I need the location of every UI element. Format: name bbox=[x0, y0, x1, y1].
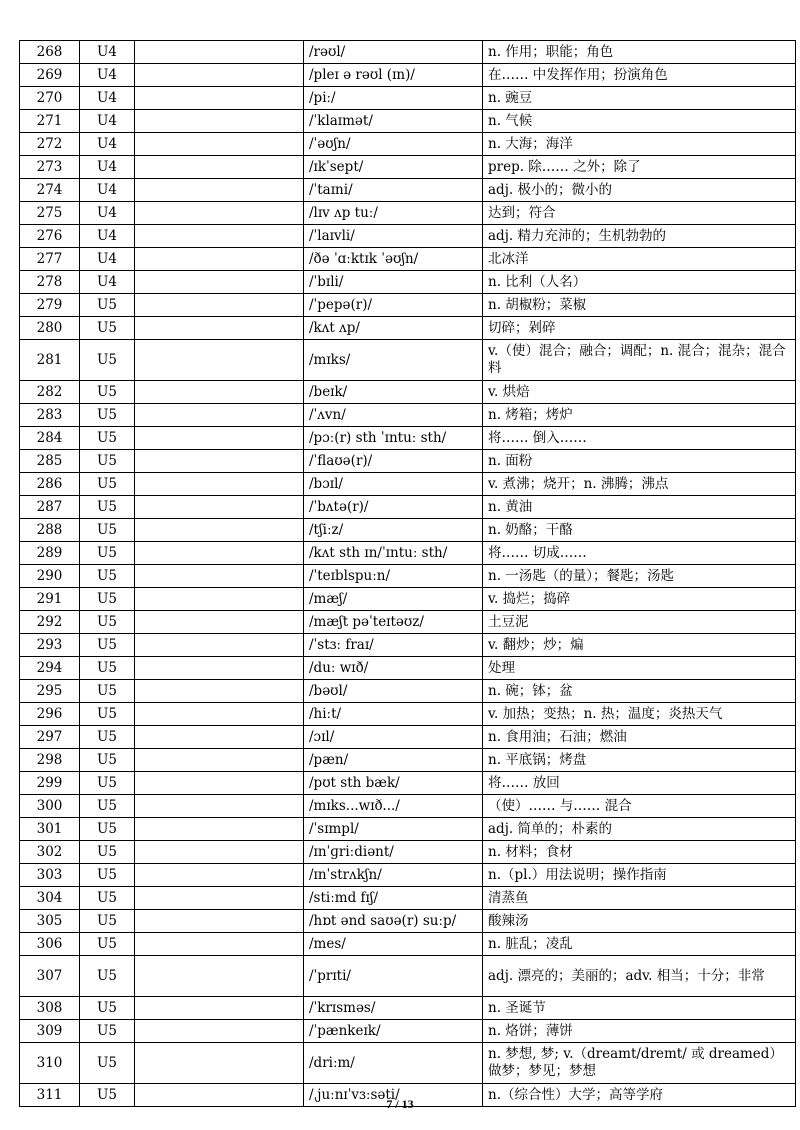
meaning-cell: n. 烙饼；薄饼 bbox=[483, 1020, 796, 1043]
unit-cell: U5 bbox=[80, 910, 135, 933]
unit-cell: U5 bbox=[80, 294, 135, 317]
row-number-cell: 282 bbox=[20, 381, 80, 404]
unit-cell: U5 bbox=[80, 864, 135, 887]
meaning-cell: n. 豌豆 bbox=[483, 87, 796, 110]
phonetic-cell: /rəʊl/ bbox=[304, 41, 483, 64]
meaning-cell: 将…… 放回 bbox=[483, 772, 796, 795]
table-row bbox=[20, 634, 796, 657]
vocabulary-table-body bbox=[20, 41, 796, 1107]
table-row bbox=[20, 519, 796, 542]
meaning-cell: adj. 简单的；朴素的 bbox=[483, 818, 796, 841]
table-row bbox=[20, 41, 796, 64]
phonetic-cell: /ˈʌvn/ bbox=[304, 404, 483, 427]
unit-cell: U5 bbox=[80, 933, 135, 956]
word-cell bbox=[135, 450, 304, 473]
unit-cell: U5 bbox=[80, 1020, 135, 1043]
row-number-cell: 287 bbox=[20, 496, 80, 519]
row-number-cell: 275 bbox=[20, 202, 80, 225]
meaning-cell: n.（pl.）用法说明；操作指南 bbox=[483, 864, 796, 887]
row-number-cell: 283 bbox=[20, 404, 80, 427]
unit-cell: U5 bbox=[80, 427, 135, 450]
row-number-cell: 297 bbox=[20, 726, 80, 749]
row-number-cell: 276 bbox=[20, 225, 80, 248]
phonetic-cell: /ˈbʌtə(r)/ bbox=[304, 496, 483, 519]
table-row bbox=[20, 588, 796, 611]
table-row bbox=[20, 133, 796, 156]
row-number-cell: 295 bbox=[20, 680, 80, 703]
table-row bbox=[20, 680, 796, 703]
word-cell bbox=[135, 680, 304, 703]
word-cell bbox=[135, 588, 304, 611]
unit-cell: U4 bbox=[80, 202, 135, 225]
meaning-cell: v. 捣烂；捣碎 bbox=[483, 588, 796, 611]
word-cell bbox=[135, 156, 304, 179]
word-cell bbox=[135, 225, 304, 248]
table-row bbox=[20, 657, 796, 680]
meaning-cell: 清蒸鱼 bbox=[483, 887, 796, 910]
unit-cell: U5 bbox=[80, 657, 135, 680]
meaning-cell: n. 奶酪；干酪 bbox=[483, 519, 796, 542]
table-row bbox=[20, 248, 796, 271]
meaning-cell: 北冰洋 bbox=[483, 248, 796, 271]
table-row bbox=[20, 1020, 796, 1043]
table-row bbox=[20, 864, 796, 887]
meaning-cell: n. 胡椒粉；菜椒 bbox=[483, 294, 796, 317]
phonetic-cell: /ˈkrɪsməs/ bbox=[304, 997, 483, 1020]
phonetic-cell: /mæʃt pəˈteɪtəʊz/ bbox=[304, 611, 483, 634]
phonetic-cell: /pæn/ bbox=[304, 749, 483, 772]
meaning-cell: 将…… 倒入…… bbox=[483, 427, 796, 450]
word-cell bbox=[135, 634, 304, 657]
row-number-cell: 274 bbox=[20, 179, 80, 202]
table-row bbox=[20, 542, 796, 565]
meaning-cell: v. 煮沸；烧开；n. 沸腾；沸点 bbox=[483, 473, 796, 496]
row-number-cell: 306 bbox=[20, 933, 80, 956]
row-number-cell: 271 bbox=[20, 110, 80, 133]
word-cell bbox=[135, 340, 304, 381]
row-number-cell: 269 bbox=[20, 64, 80, 87]
unit-cell: U5 bbox=[80, 726, 135, 749]
word-cell bbox=[135, 956, 304, 997]
phonetic-cell: /lɪv ʌp tuː/ bbox=[304, 202, 483, 225]
meaning-cell: n. 作用；职能；角色 bbox=[483, 41, 796, 64]
row-number-cell: 277 bbox=[20, 248, 80, 271]
row-number-cell: 309 bbox=[20, 1020, 80, 1043]
unit-cell: U5 bbox=[80, 703, 135, 726]
unit-cell: U5 bbox=[80, 749, 135, 772]
word-cell bbox=[135, 726, 304, 749]
table-row bbox=[20, 202, 796, 225]
word-cell bbox=[135, 910, 304, 933]
phonetic-cell: /ˈpepə(r)/ bbox=[304, 294, 483, 317]
row-number-cell: 273 bbox=[20, 156, 80, 179]
row-number-cell: 296 bbox=[20, 703, 80, 726]
word-cell bbox=[135, 703, 304, 726]
table-row bbox=[20, 110, 796, 133]
phonetic-cell: /hɒt ənd saʊə(r) suːp/ bbox=[304, 910, 483, 933]
phonetic-cell: /ˈsɪmpl/ bbox=[304, 818, 483, 841]
row-number-cell: 272 bbox=[20, 133, 80, 156]
unit-cell: U5 bbox=[80, 634, 135, 657]
table-row bbox=[20, 611, 796, 634]
phonetic-cell: /ˈflaʊə(r)/ bbox=[304, 450, 483, 473]
word-cell bbox=[135, 133, 304, 156]
word-cell bbox=[135, 519, 304, 542]
meaning-cell: prep. 除…… 之外；除了 bbox=[483, 156, 796, 179]
word-cell bbox=[135, 565, 304, 588]
table-row bbox=[20, 997, 796, 1020]
table-row bbox=[20, 1043, 796, 1084]
unit-cell: U4 bbox=[80, 248, 135, 271]
meaning-cell: n. 食用油；石油；燃油 bbox=[483, 726, 796, 749]
phonetic-cell: /ɪnˈstrʌkʃn/ bbox=[304, 864, 483, 887]
phonetic-cell: /ˈbɪli/ bbox=[304, 271, 483, 294]
unit-cell: U5 bbox=[80, 496, 135, 519]
phonetic-cell: /stiːmd fɪʃ/ bbox=[304, 887, 483, 910]
word-cell bbox=[135, 1020, 304, 1043]
phonetic-cell: /pɔː(r) sth ˈɪntuː sth/ bbox=[304, 427, 483, 450]
table-row bbox=[20, 271, 796, 294]
table-row bbox=[20, 887, 796, 910]
row-number-cell: 292 bbox=[20, 611, 80, 634]
word-cell bbox=[135, 997, 304, 1020]
meaning-cell: 土豆泥 bbox=[483, 611, 796, 634]
unit-cell: U5 bbox=[80, 542, 135, 565]
unit-cell: U5 bbox=[80, 680, 135, 703]
vocabulary-table bbox=[19, 40, 796, 1107]
phonetic-cell: /kʌt ʌp/ bbox=[304, 317, 483, 340]
unit-cell: U4 bbox=[80, 156, 135, 179]
unit-cell: U5 bbox=[80, 795, 135, 818]
row-number-cell: 284 bbox=[20, 427, 80, 450]
meaning-cell: n. 碗；钵；盆 bbox=[483, 680, 796, 703]
row-number-cell: 304 bbox=[20, 887, 80, 910]
meaning-cell: 将…… 切成…… bbox=[483, 542, 796, 565]
meaning-cell: adj. 精力充沛的；生机勃勃的 bbox=[483, 225, 796, 248]
unit-cell: U5 bbox=[80, 588, 135, 611]
row-number-cell: 279 bbox=[20, 294, 80, 317]
phonetic-cell: /beɪk/ bbox=[304, 381, 483, 404]
row-number-cell: 293 bbox=[20, 634, 80, 657]
row-number-cell: 301 bbox=[20, 818, 80, 841]
phonetic-cell: /ˌjuːnɪˈvɜːsəti/ bbox=[304, 1084, 483, 1107]
unit-cell: U5 bbox=[80, 404, 135, 427]
phonetic-cell: /mes/ bbox=[304, 933, 483, 956]
word-cell bbox=[135, 271, 304, 294]
phonetic-cell: /mæʃ/ bbox=[304, 588, 483, 611]
row-number-cell: 311 bbox=[20, 1084, 80, 1107]
table-row bbox=[20, 340, 796, 381]
row-number-cell: 310 bbox=[20, 1043, 80, 1084]
unit-cell: U4 bbox=[80, 110, 135, 133]
meaning-cell: 在…… 中发挥作用；扮演角色 bbox=[483, 64, 796, 87]
word-cell bbox=[135, 1043, 304, 1084]
row-number-cell: 288 bbox=[20, 519, 80, 542]
table-row bbox=[20, 772, 796, 795]
table-row bbox=[20, 156, 796, 179]
table-row bbox=[20, 956, 796, 997]
unit-cell: U4 bbox=[80, 87, 135, 110]
meaning-cell: n. 圣诞节 bbox=[483, 997, 796, 1020]
phonetic-cell: /ɔɪl/ bbox=[304, 726, 483, 749]
word-cell bbox=[135, 381, 304, 404]
word-cell bbox=[135, 795, 304, 818]
table-row bbox=[20, 726, 796, 749]
phonetic-cell: /pʊt sth bæk/ bbox=[304, 772, 483, 795]
table-row bbox=[20, 473, 796, 496]
word-cell bbox=[135, 202, 304, 225]
unit-cell: U4 bbox=[80, 225, 135, 248]
table-row bbox=[20, 317, 796, 340]
phonetic-cell: /ˈprɪti/ bbox=[304, 956, 483, 997]
meaning-cell: adj. 极小的；微小的 bbox=[483, 179, 796, 202]
table-row bbox=[20, 841, 796, 864]
unit-cell: U5 bbox=[80, 611, 135, 634]
row-number-cell: 300 bbox=[20, 795, 80, 818]
table-row bbox=[20, 64, 796, 87]
phonetic-cell: /ˈtaɪni/ bbox=[304, 179, 483, 202]
meaning-cell: 达到；符合 bbox=[483, 202, 796, 225]
word-cell bbox=[135, 749, 304, 772]
meaning-cell: v. 翻炒；炒；煸 bbox=[483, 634, 796, 657]
row-number-cell: 303 bbox=[20, 864, 80, 887]
meaning-cell: （使）…… 与…… 混合 bbox=[483, 795, 796, 818]
phonetic-cell: /driːm/ bbox=[304, 1043, 483, 1084]
row-number-cell: 305 bbox=[20, 910, 80, 933]
meaning-cell: 处理 bbox=[483, 657, 796, 680]
table-row bbox=[20, 404, 796, 427]
unit-cell: U5 bbox=[80, 381, 135, 404]
word-cell bbox=[135, 496, 304, 519]
word-cell bbox=[135, 64, 304, 87]
row-number-cell: 280 bbox=[20, 317, 80, 340]
meaning-cell: n. 材料；食材 bbox=[483, 841, 796, 864]
row-number-cell: 299 bbox=[20, 772, 80, 795]
unit-cell: U5 bbox=[80, 1084, 135, 1107]
word-cell bbox=[135, 404, 304, 427]
meaning-cell: n. 平底锅；烤盘 bbox=[483, 749, 796, 772]
row-number-cell: 294 bbox=[20, 657, 80, 680]
row-number-cell: 268 bbox=[20, 41, 80, 64]
row-number-cell: 270 bbox=[20, 87, 80, 110]
phonetic-cell: /ɪnˈɡriːdiənt/ bbox=[304, 841, 483, 864]
unit-cell: U4 bbox=[80, 133, 135, 156]
table-row bbox=[20, 381, 796, 404]
word-cell bbox=[135, 657, 304, 680]
unit-cell: U5 bbox=[80, 519, 135, 542]
unit-cell: U5 bbox=[80, 887, 135, 910]
phonetic-cell: /piː/ bbox=[304, 87, 483, 110]
table-row bbox=[20, 933, 796, 956]
meaning-cell: adj. 漂亮的；美丽的；adv. 相当；十分；非常 bbox=[483, 956, 796, 997]
meaning-cell: 切碎；剁碎 bbox=[483, 317, 796, 340]
unit-cell: U5 bbox=[80, 997, 135, 1020]
meaning-cell: n. 脏乱；凌乱 bbox=[483, 933, 796, 956]
meaning-cell: n. 比利（人名） bbox=[483, 271, 796, 294]
unit-cell: U5 bbox=[80, 473, 135, 496]
row-number-cell: 298 bbox=[20, 749, 80, 772]
table-row bbox=[20, 427, 796, 450]
row-number-cell: 308 bbox=[20, 997, 80, 1020]
unit-cell: U5 bbox=[80, 772, 135, 795]
row-number-cell: 286 bbox=[20, 473, 80, 496]
table-row bbox=[20, 795, 796, 818]
phonetic-cell: /mɪks/ bbox=[304, 340, 483, 381]
meaning-cell: n. 黄油 bbox=[483, 496, 796, 519]
word-cell bbox=[135, 317, 304, 340]
meaning-cell: v. 烘焙 bbox=[483, 381, 796, 404]
unit-cell: U5 bbox=[80, 956, 135, 997]
meaning-cell: n.（综合性）大学；高等学府 bbox=[483, 1084, 796, 1107]
word-cell bbox=[135, 542, 304, 565]
phonetic-cell: /pleɪ ə rəʊl (ɪn)/ bbox=[304, 64, 483, 87]
phonetic-cell: /ɪkˈsept/ bbox=[304, 156, 483, 179]
table-row bbox=[20, 703, 796, 726]
word-cell bbox=[135, 179, 304, 202]
phonetic-cell: /ˈpænkeɪk/ bbox=[304, 1020, 483, 1043]
unit-cell: U4 bbox=[80, 64, 135, 87]
phonetic-cell: /ˈteɪblspuːn/ bbox=[304, 565, 483, 588]
table-row bbox=[20, 565, 796, 588]
unit-cell: U5 bbox=[80, 841, 135, 864]
meaning-cell: n. 气候 bbox=[483, 110, 796, 133]
table-row bbox=[20, 450, 796, 473]
phonetic-cell: /ˈəʊʃn/ bbox=[304, 133, 483, 156]
meaning-cell: v. 加热；变热；n. 热；温度；炎热天气 bbox=[483, 703, 796, 726]
row-number-cell: 302 bbox=[20, 841, 80, 864]
page-number: 7 / 13 bbox=[386, 1097, 414, 1111]
word-cell bbox=[135, 427, 304, 450]
word-cell bbox=[135, 41, 304, 64]
row-number-cell: 291 bbox=[20, 588, 80, 611]
phonetic-cell: /tʃiːz/ bbox=[304, 519, 483, 542]
word-cell bbox=[135, 611, 304, 634]
meaning-cell: v.（使）混合；融合；调配；n. 混合；混杂；混合料 bbox=[483, 340, 796, 381]
row-number-cell: 285 bbox=[20, 450, 80, 473]
word-cell bbox=[135, 294, 304, 317]
unit-cell: U5 bbox=[80, 340, 135, 381]
table-row bbox=[20, 87, 796, 110]
word-cell bbox=[135, 772, 304, 795]
word-cell bbox=[135, 864, 304, 887]
unit-cell: U4 bbox=[80, 271, 135, 294]
table-row bbox=[20, 179, 796, 202]
word-cell bbox=[135, 248, 304, 271]
unit-cell: U5 bbox=[80, 450, 135, 473]
meaning-cell: n. 烤箱；烤炉 bbox=[483, 404, 796, 427]
meaning-cell: n. 一汤匙（的量）；餐匙；汤匙 bbox=[483, 565, 796, 588]
meaning-cell: n. 面粉 bbox=[483, 450, 796, 473]
meaning-cell: 酸辣汤 bbox=[483, 910, 796, 933]
word-cell bbox=[135, 473, 304, 496]
phonetic-cell: /ˈlaɪvli/ bbox=[304, 225, 483, 248]
word-cell bbox=[135, 818, 304, 841]
unit-cell: U5 bbox=[80, 565, 135, 588]
unit-cell: U5 bbox=[80, 317, 135, 340]
meaning-cell: n. 梦想, 梦; v.（dreamt/dremt/ 或 dreamed）做梦；梦见；梦想 bbox=[483, 1043, 796, 1084]
word-cell bbox=[135, 87, 304, 110]
unit-cell: U4 bbox=[80, 179, 135, 202]
phonetic-cell: /kʌt sth ɪn/ˈɪntuː sth/ bbox=[304, 542, 483, 565]
row-number-cell: 281 bbox=[20, 340, 80, 381]
phonetic-cell: /ˈklaɪmət/ bbox=[304, 110, 483, 133]
unit-cell: U5 bbox=[80, 1043, 135, 1084]
table-row bbox=[20, 910, 796, 933]
unit-cell: U4 bbox=[80, 41, 135, 64]
word-cell bbox=[135, 841, 304, 864]
row-number-cell: 278 bbox=[20, 271, 80, 294]
row-number-cell: 289 bbox=[20, 542, 80, 565]
word-cell bbox=[135, 887, 304, 910]
table-row bbox=[20, 818, 796, 841]
phonetic-cell: /bəʊl/ bbox=[304, 680, 483, 703]
meaning-cell: n. 大海；海洋 bbox=[483, 133, 796, 156]
phonetic-cell: /ˈstɜː fraɪ/ bbox=[304, 634, 483, 657]
table-row bbox=[20, 496, 796, 519]
table-row bbox=[20, 749, 796, 772]
unit-cell: U5 bbox=[80, 818, 135, 841]
table-row bbox=[20, 225, 796, 248]
word-cell bbox=[135, 933, 304, 956]
phonetic-cell: /hiːt/ bbox=[304, 703, 483, 726]
phonetic-cell: /duː wɪð/ bbox=[304, 657, 483, 680]
row-number-cell: 307 bbox=[20, 956, 80, 997]
phonetic-cell: /bɔɪl/ bbox=[304, 473, 483, 496]
word-cell bbox=[135, 110, 304, 133]
row-number-cell: 290 bbox=[20, 565, 80, 588]
phonetic-cell: /ðə ˈɑːktɪk ˈəʊʃn/ bbox=[304, 248, 483, 271]
phonetic-cell: /mɪks...wɪð.../ bbox=[304, 795, 483, 818]
table-row bbox=[20, 294, 796, 317]
